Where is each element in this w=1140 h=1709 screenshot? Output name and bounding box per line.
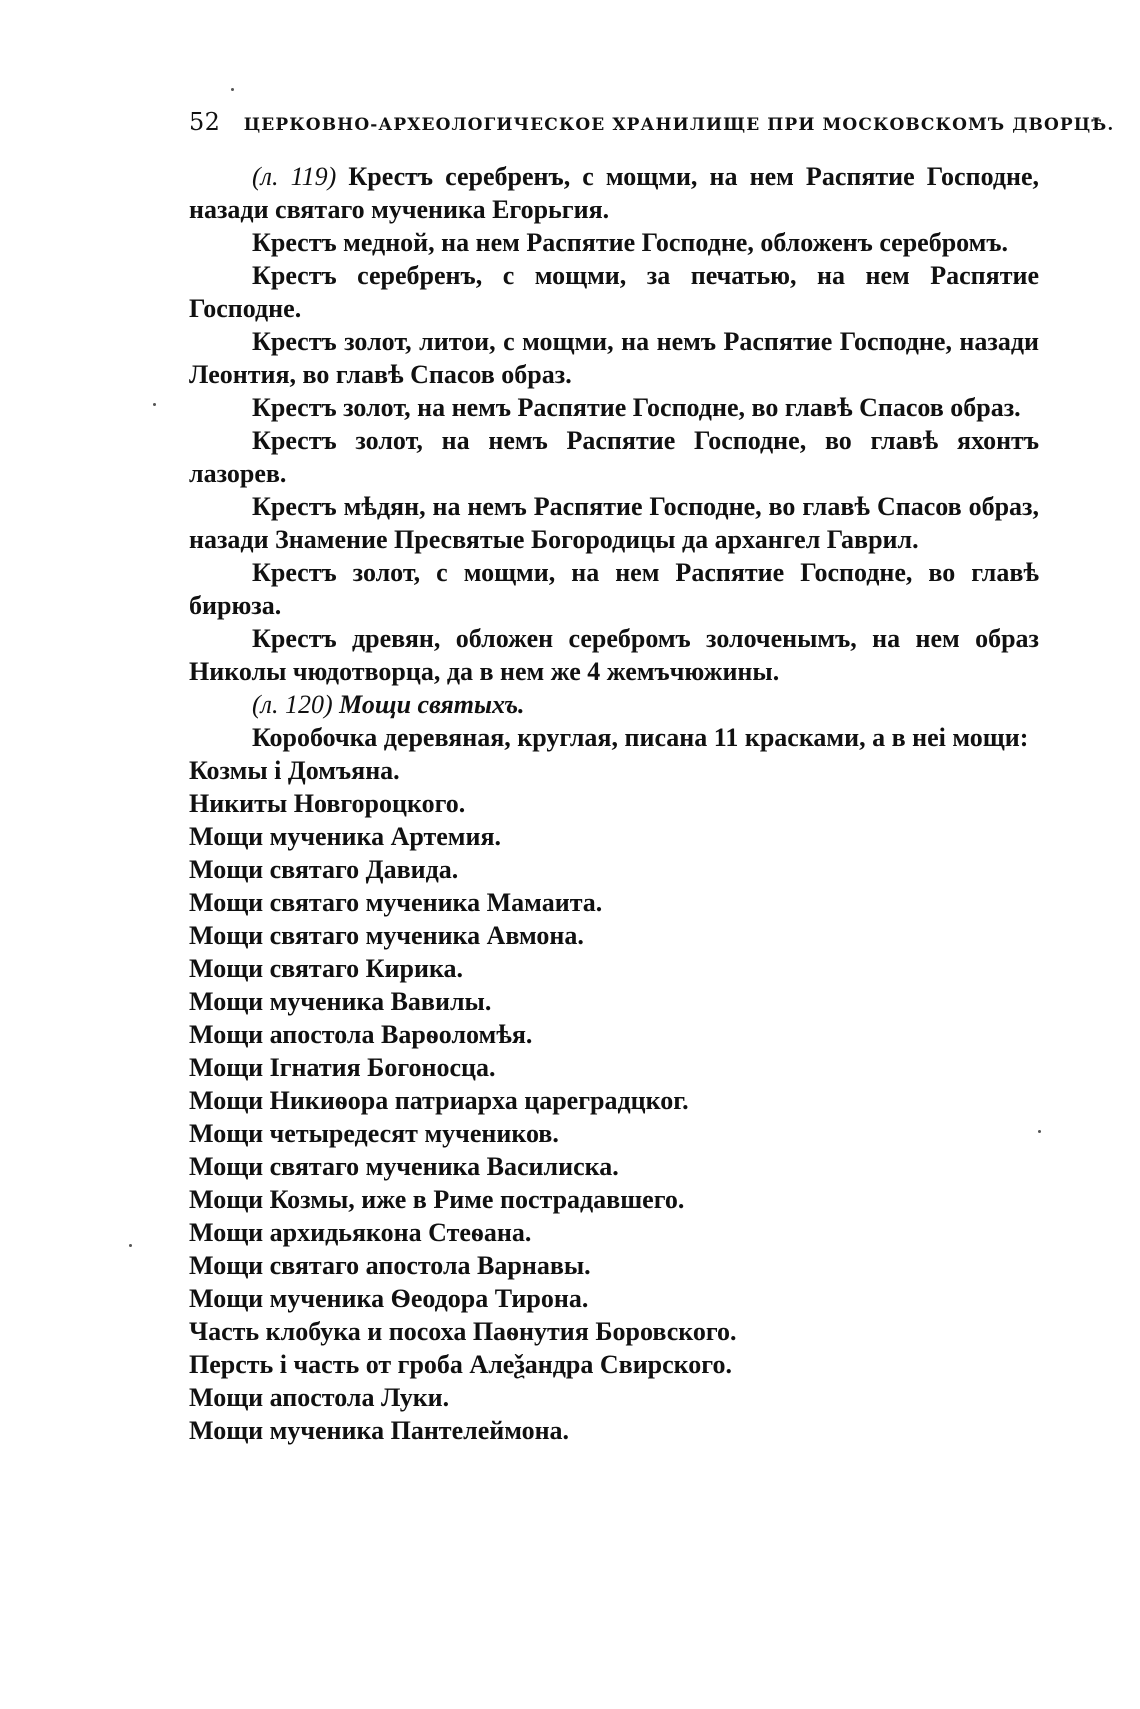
- list-item: Мощи Никиѳора патриарха цареградцког.: [189, 1086, 689, 1115]
- page-number: 52: [189, 108, 221, 136]
- list-item: Мощи святаго мученика Василиска.: [189, 1152, 619, 1181]
- list-item: Мощи Козмы, иже в Риме пострадавшего.: [189, 1185, 685, 1214]
- list-item: Мощи святаго апостола Варнавы.: [189, 1251, 591, 1280]
- paragraph: Крестъ медной, на нем Распятие Господне, обложенъ серебромъ.: [252, 228, 1009, 257]
- speck: [129, 1244, 132, 1247]
- folio-reference: (л. 119): [252, 162, 337, 191]
- list-item: Мощи мученика Пантелеймона.: [189, 1416, 570, 1445]
- page-body: [189, 160, 1039, 1447]
- paragraph: Крестъ золот, на немъ Распятие Господне, во главѣ Спасов образ.: [252, 393, 1021, 422]
- list-item: Мощи мученика Вавилы.: [189, 987, 492, 1016]
- paragraph: Крестъ серебренъ, с мощми, за печатью, на нем Распятие Господне.: [189, 261, 1039, 323]
- list-item: Мощи апостола Луки.: [189, 1383, 450, 1412]
- paragraph: Крестъ мѣдян, на немъ Распятие Господне, во главѣ Спасов образ, назади Знамение Пресвятые Богородицы да архангел Гаврил.: [189, 492, 1039, 554]
- list-item: Никиты Новгороцкого.: [189, 789, 466, 818]
- list-item: Мощи четыредесят мучеников.: [189, 1119, 559, 1148]
- speck: [153, 403, 156, 406]
- section-heading: [189, 688, 1039, 721]
- box-intro: Коробочка деревяная, круглая, писана 11 красками, а в неі мощи:: [252, 723, 1029, 752]
- paragraph: Крестъ золот, на немъ Распятие Господне, во главѣ яхонтъ лазорев.: [189, 426, 1039, 488]
- list-item: Мощи мученика Ѳеодора Тирона.: [189, 1284, 589, 1313]
- list-item: Мощи апостола Варѳоломѣя.: [189, 1020, 533, 1049]
- list-item: Мощи архидьякона Стеѳана.: [189, 1218, 532, 1247]
- list-item: Козмы і Домъяна.: [189, 756, 400, 785]
- list-item: Часть клобука и посоха Паѳнутия Боровского.: [189, 1317, 737, 1346]
- page-header: [189, 108, 1115, 148]
- section-title: Мощи святыхъ.: [339, 690, 525, 719]
- list-item: Мощи Ігнатия Богоносца.: [189, 1053, 496, 1082]
- paragraph: Крестъ древян, обложен серебромъ золоченымъ, на нем образ Николы чюдотворца, да в нем же 4 жемъчюжины.: [189, 624, 1039, 686]
- folio-reference: (л. 120): [252, 690, 333, 719]
- list-item: Мощи святаго мученика Мамаита.: [189, 888, 603, 917]
- running-title: ЦЕРКОВНО-АРХЕОЛОГИЧЕСКОЕ ХРАНИЛИЩЕ ПРИ МОСКОВСКОМЪ ДВОРЦѢ.: [243, 115, 1115, 135]
- paragraph: Крестъ золот, с мощми, на нем Распятие Господне, во главѣ бирюза.: [189, 558, 1039, 620]
- list-item: Персть і часть от гроба Алеѯандра Свирского.: [189, 1350, 732, 1379]
- speck: [231, 88, 234, 91]
- list-item: Мощи святаго Кирика.: [189, 954, 464, 983]
- paragraph: (л. 119) Крестъ серебренъ, с мощми, на нем Распятие Господне, назади святаго мученика Егорьгия.: [189, 162, 1039, 224]
- list-item: Мощи святаго мученика Авмона.: [189, 921, 584, 950]
- list-item: Мощи мученика Артемия.: [189, 822, 502, 851]
- speck: [1038, 1130, 1041, 1133]
- list-item: Мощи святаго Давида.: [189, 855, 459, 884]
- paragraph: Крестъ золот, литои, с мощми, на немъ Распятие Господне, назади Леонтия, во главѣ Спасов образ.: [189, 327, 1039, 389]
